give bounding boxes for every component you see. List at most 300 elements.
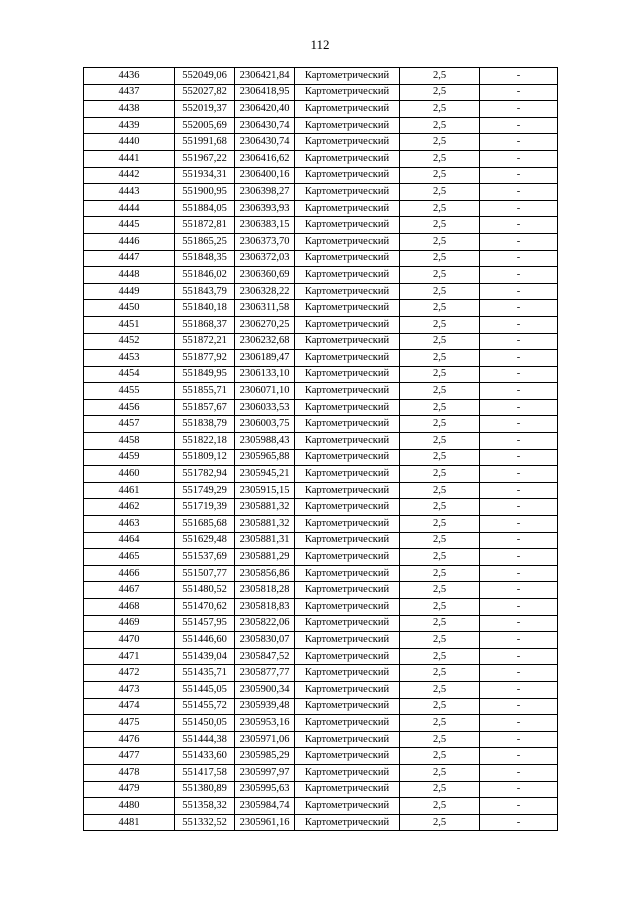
table-row [84,167,558,184]
y-coordinate-cell: 2305953,16 [235,715,295,732]
table-row [84,599,558,616]
table-row [84,117,558,134]
table-row [84,134,558,151]
point-number-cell: 4469 [84,615,175,632]
point-number-cell: 4477 [84,748,175,765]
description-cell: - [480,383,558,400]
method-cell: Картометрический [295,798,400,815]
accuracy-cell: 2,5 [400,117,480,134]
y-coordinate-cell: 2306033,53 [235,399,295,416]
point-number-cell: 4440 [84,134,175,151]
accuracy-cell: 2,5 [400,615,480,632]
x-coordinate-cell: 551446,60 [175,632,235,649]
x-coordinate-cell: 551872,21 [175,333,235,350]
accuracy-cell: 2,5 [400,698,480,715]
accuracy-cell: 2,5 [400,250,480,267]
table-row [84,499,558,516]
description-cell: - [480,814,558,831]
table-row [84,549,558,566]
accuracy-cell: 2,5 [400,84,480,101]
description-cell: - [480,117,558,134]
point-number-cell: 4443 [84,184,175,201]
x-coordinate-cell: 551900,95 [175,184,235,201]
point-number-cell: 4451 [84,316,175,333]
accuracy-cell: 2,5 [400,433,480,450]
point-number-cell: 4456 [84,399,175,416]
x-coordinate-cell: 551445,05 [175,681,235,698]
description-cell: - [480,167,558,184]
method-cell: Картометрический [295,316,400,333]
x-coordinate-cell: 551822,18 [175,433,235,450]
description-cell: - [480,565,558,582]
accuracy-cell: 2,5 [400,383,480,400]
table-row [84,665,558,682]
x-coordinate-cell: 551629,48 [175,532,235,549]
x-coordinate-cell: 551782,94 [175,466,235,483]
x-coordinate-cell: 551809,12 [175,449,235,466]
y-coordinate-cell: 2306373,70 [235,233,295,250]
description-cell: - [480,101,558,118]
description-cell: - [480,482,558,499]
table-row [84,532,558,549]
table-row [84,449,558,466]
y-coordinate-cell: 2306421,84 [235,68,295,85]
accuracy-cell: 2,5 [400,814,480,831]
x-coordinate-cell: 551849,95 [175,366,235,383]
accuracy-cell: 2,5 [400,466,480,483]
y-coordinate-cell: 2305988,43 [235,433,295,450]
table-row [84,516,558,533]
y-coordinate-cell: 2305984,74 [235,798,295,815]
table-row [84,565,558,582]
method-cell: Картометрический [295,482,400,499]
y-coordinate-cell: 2305995,63 [235,781,295,798]
description-cell: - [480,433,558,450]
table-row [84,200,558,217]
table-row [84,582,558,599]
description-cell: - [480,748,558,765]
method-cell: Картометрический [295,300,400,317]
table-row [84,433,558,450]
table-row [84,300,558,317]
table-row [84,150,558,167]
method-cell: Картометрический [295,632,400,649]
table-row [84,250,558,267]
y-coordinate-cell: 2305971,06 [235,731,295,748]
method-cell: Картометрический [295,134,400,151]
description-cell: - [480,366,558,383]
accuracy-cell: 2,5 [400,532,480,549]
method-cell: Картометрический [295,68,400,85]
method-cell: Картометрический [295,764,400,781]
y-coordinate-cell: 2306430,74 [235,117,295,134]
accuracy-cell: 2,5 [400,681,480,698]
point-number-cell: 4458 [84,433,175,450]
accuracy-cell: 2,5 [400,134,480,151]
table-row [84,333,558,350]
page-number: 112 [310,37,330,52]
point-number-cell: 4467 [84,582,175,599]
method-cell: Картометрический [295,648,400,665]
table-row [84,68,558,85]
point-number-cell: 4454 [84,366,175,383]
y-coordinate-cell: 2306270,25 [235,316,295,333]
description-cell: - [480,781,558,798]
accuracy-cell: 2,5 [400,599,480,616]
table-row [84,648,558,665]
description-cell: - [480,267,558,284]
description-cell: - [480,416,558,433]
accuracy-cell: 2,5 [400,648,480,665]
table-row [84,781,558,798]
table-row [84,715,558,732]
method-cell: Картометрический [295,781,400,798]
method-cell: Картометрический [295,449,400,466]
description-cell: - [480,632,558,649]
accuracy-cell: 2,5 [400,68,480,85]
x-coordinate-cell: 551840,18 [175,300,235,317]
description-cell: - [480,84,558,101]
y-coordinate-cell: 2305856,86 [235,565,295,582]
accuracy-cell: 2,5 [400,731,480,748]
table-row [84,615,558,632]
point-number-cell: 4459 [84,449,175,466]
description-cell: - [480,532,558,549]
accuracy-cell: 2,5 [400,167,480,184]
y-coordinate-cell: 2305915,15 [235,482,295,499]
x-coordinate-cell: 551846,02 [175,267,235,284]
x-coordinate-cell: 551332,52 [175,814,235,831]
y-coordinate-cell: 2305818,28 [235,582,295,599]
method-cell: Картометрический [295,748,400,765]
y-coordinate-cell: 2305997,97 [235,764,295,781]
x-coordinate-cell: 551848,35 [175,250,235,267]
y-coordinate-cell: 2305945,21 [235,466,295,483]
point-number-cell: 4453 [84,350,175,367]
x-coordinate-cell: 551868,37 [175,316,235,333]
x-coordinate-cell: 551843,79 [175,283,235,300]
table-row [84,267,558,284]
y-coordinate-cell: 2306430,74 [235,134,295,151]
accuracy-cell: 2,5 [400,333,480,350]
method-cell: Картометрический [295,267,400,284]
method-cell: Картометрический [295,665,400,682]
table-row [84,798,558,815]
accuracy-cell: 2,5 [400,399,480,416]
table-row [84,283,558,300]
y-coordinate-cell: 2305822,06 [235,615,295,632]
description-cell: - [480,615,558,632]
description-cell: - [480,499,558,516]
point-number-cell: 4450 [84,300,175,317]
point-number-cell: 4462 [84,499,175,516]
y-coordinate-cell: 2305961,16 [235,814,295,831]
accuracy-cell: 2,5 [400,715,480,732]
description-cell: - [480,798,558,815]
method-cell: Картометрический [295,117,400,134]
description-cell: - [480,283,558,300]
y-coordinate-cell: 2306393,93 [235,200,295,217]
point-number-cell: 4463 [84,516,175,533]
x-coordinate-cell: 551444,38 [175,731,235,748]
table-row [84,731,558,748]
point-number-cell: 4437 [84,84,175,101]
description-cell: - [480,466,558,483]
point-number-cell: 4448 [84,267,175,284]
description-cell: - [480,217,558,234]
description-cell: - [480,250,558,267]
y-coordinate-cell: 2305847,52 [235,648,295,665]
point-number-cell: 4464 [84,532,175,549]
description-cell: - [480,449,558,466]
description-cell: - [480,134,558,151]
y-coordinate-cell: 2305900,34 [235,681,295,698]
accuracy-cell: 2,5 [400,549,480,566]
y-coordinate-cell: 2305881,32 [235,499,295,516]
accuracy-cell: 2,5 [400,101,480,118]
method-cell: Картометрический [295,184,400,201]
table-row [84,184,558,201]
y-coordinate-cell: 2306372,03 [235,250,295,267]
description-cell: - [480,764,558,781]
method-cell: Картометрический [295,516,400,533]
x-coordinate-cell: 552019,37 [175,101,235,118]
x-coordinate-cell: 551967,22 [175,150,235,167]
accuracy-cell: 2,5 [400,267,480,284]
method-cell: Картометрический [295,366,400,383]
y-coordinate-cell: 2306400,16 [235,167,295,184]
method-cell: Картометрический [295,200,400,217]
x-coordinate-cell: 551872,81 [175,217,235,234]
table-body [84,68,558,831]
point-number-cell: 4481 [84,814,175,831]
point-number-cell: 4444 [84,200,175,217]
x-coordinate-cell: 551865,25 [175,233,235,250]
x-coordinate-cell: 551507,77 [175,565,235,582]
description-cell: - [480,233,558,250]
y-coordinate-cell: 2306420,40 [235,101,295,118]
accuracy-cell: 2,5 [400,565,480,582]
x-coordinate-cell: 551480,52 [175,582,235,599]
y-coordinate-cell: 2305830,07 [235,632,295,649]
y-coordinate-cell: 2305985,29 [235,748,295,765]
table-row [84,632,558,649]
method-cell: Картометрический [295,333,400,350]
point-number-cell: 4441 [84,150,175,167]
y-coordinate-cell: 2306328,22 [235,283,295,300]
method-cell: Картометрический [295,466,400,483]
table-row [84,698,558,715]
x-coordinate-cell: 551435,71 [175,665,235,682]
method-cell: Картометрический [295,416,400,433]
method-cell: Картометрический [295,383,400,400]
x-coordinate-cell: 551877,92 [175,350,235,367]
y-coordinate-cell: 2306398,27 [235,184,295,201]
table-row [84,84,558,101]
description-cell: - [480,350,558,367]
y-coordinate-cell: 2305881,32 [235,516,295,533]
table-row [84,366,558,383]
point-number-cell: 4471 [84,648,175,665]
x-coordinate-cell: 552027,82 [175,84,235,101]
accuracy-cell: 2,5 [400,665,480,682]
description-cell: - [480,184,558,201]
x-coordinate-cell: 552005,69 [175,117,235,134]
accuracy-cell: 2,5 [400,449,480,466]
x-coordinate-cell: 551719,39 [175,499,235,516]
description-cell: - [480,399,558,416]
point-number-cell: 4445 [84,217,175,234]
description-cell: - [480,333,558,350]
method-cell: Картометрический [295,532,400,549]
table-row [84,482,558,499]
description-cell: - [480,316,558,333]
description-cell: - [480,200,558,217]
x-coordinate-cell: 551537,69 [175,549,235,566]
point-number-cell: 4466 [84,565,175,582]
x-coordinate-cell: 551857,67 [175,399,235,416]
accuracy-cell: 2,5 [400,632,480,649]
point-number-cell: 4457 [84,416,175,433]
description-cell: - [480,665,558,682]
table-row [84,233,558,250]
accuracy-cell: 2,5 [400,150,480,167]
accuracy-cell: 2,5 [400,350,480,367]
table-row [84,764,558,781]
accuracy-cell: 2,5 [400,582,480,599]
method-cell: Картометрический [295,715,400,732]
y-coordinate-cell: 2306232,68 [235,333,295,350]
table-row [84,748,558,765]
method-cell: Картометрический [295,582,400,599]
x-coordinate-cell: 552049,06 [175,68,235,85]
description-cell: - [480,681,558,698]
method-cell: Картометрический [295,549,400,566]
x-coordinate-cell: 551855,71 [175,383,235,400]
x-coordinate-cell: 551380,89 [175,781,235,798]
method-cell: Картометрический [295,565,400,582]
method-cell: Картометрический [295,167,400,184]
point-number-cell: 4470 [84,632,175,649]
method-cell: Картометрический [295,681,400,698]
accuracy-cell: 2,5 [400,217,480,234]
table-row [84,383,558,400]
description-cell: - [480,516,558,533]
description-cell: - [480,648,558,665]
x-coordinate-cell: 551884,05 [175,200,235,217]
table-row [84,399,558,416]
description-cell: - [480,731,558,748]
point-number-cell: 4452 [84,333,175,350]
description-cell: - [480,68,558,85]
table-row [84,316,558,333]
y-coordinate-cell: 2305965,88 [235,449,295,466]
accuracy-cell: 2,5 [400,300,480,317]
point-number-cell: 4446 [84,233,175,250]
accuracy-cell: 2,5 [400,516,480,533]
method-cell: Картометрический [295,283,400,300]
point-number-cell: 4473 [84,681,175,698]
point-number-cell: 4460 [84,466,175,483]
point-number-cell: 4461 [84,482,175,499]
method-cell: Картометрический [295,150,400,167]
point-number-cell: 4465 [84,549,175,566]
method-cell: Картометрический [295,698,400,715]
point-number-cell: 4449 [84,283,175,300]
y-coordinate-cell: 2305877,77 [235,665,295,682]
x-coordinate-cell: 551455,72 [175,698,235,715]
x-coordinate-cell: 551417,58 [175,764,235,781]
method-cell: Картометрический [295,101,400,118]
accuracy-cell: 2,5 [400,798,480,815]
table-row [84,814,558,831]
x-coordinate-cell: 551439,04 [175,648,235,665]
x-coordinate-cell: 551433,60 [175,748,235,765]
x-coordinate-cell: 551358,32 [175,798,235,815]
y-coordinate-cell: 2305939,48 [235,698,295,715]
table-row [84,681,558,698]
y-coordinate-cell: 2306003,75 [235,416,295,433]
point-number-cell: 4476 [84,731,175,748]
method-cell: Картометрический [295,731,400,748]
accuracy-cell: 2,5 [400,200,480,217]
accuracy-cell: 2,5 [400,499,480,516]
method-cell: Картометрический [295,399,400,416]
accuracy-cell: 2,5 [400,781,480,798]
table-row [84,217,558,234]
point-number-cell: 4474 [84,698,175,715]
table-row [84,416,558,433]
description-cell: - [480,715,558,732]
method-cell: Картометрический [295,250,400,267]
x-coordinate-cell: 551838,79 [175,416,235,433]
method-cell: Картометрический [295,433,400,450]
point-number-cell: 4447 [84,250,175,267]
x-coordinate-cell: 551470,62 [175,599,235,616]
point-number-cell: 4478 [84,764,175,781]
y-coordinate-cell: 2306189,47 [235,350,295,367]
accuracy-cell: 2,5 [400,748,480,765]
point-number-cell: 4472 [84,665,175,682]
description-cell: - [480,150,558,167]
accuracy-cell: 2,5 [400,233,480,250]
point-number-cell: 4442 [84,167,175,184]
x-coordinate-cell: 551991,68 [175,134,235,151]
point-number-cell: 4475 [84,715,175,732]
table-row [84,350,558,367]
description-cell: - [480,582,558,599]
point-number-cell: 4439 [84,117,175,134]
method-cell: Картометрический [295,599,400,616]
y-coordinate-cell: 2306133,10 [235,366,295,383]
accuracy-cell: 2,5 [400,283,480,300]
method-cell: Картометрический [295,233,400,250]
accuracy-cell: 2,5 [400,416,480,433]
y-coordinate-cell: 2306071,10 [235,383,295,400]
y-coordinate-cell: 2306418,95 [235,84,295,101]
y-coordinate-cell: 2305881,31 [235,532,295,549]
point-number-cell: 4455 [84,383,175,400]
x-coordinate-cell: 551457,95 [175,615,235,632]
accuracy-cell: 2,5 [400,316,480,333]
accuracy-cell: 2,5 [400,366,480,383]
y-coordinate-cell: 2306360,69 [235,267,295,284]
accuracy-cell: 2,5 [400,184,480,201]
point-number-cell: 4468 [84,599,175,616]
method-cell: Картометрический [295,814,400,831]
method-cell: Картометрический [295,84,400,101]
coordinates-table [83,67,558,831]
